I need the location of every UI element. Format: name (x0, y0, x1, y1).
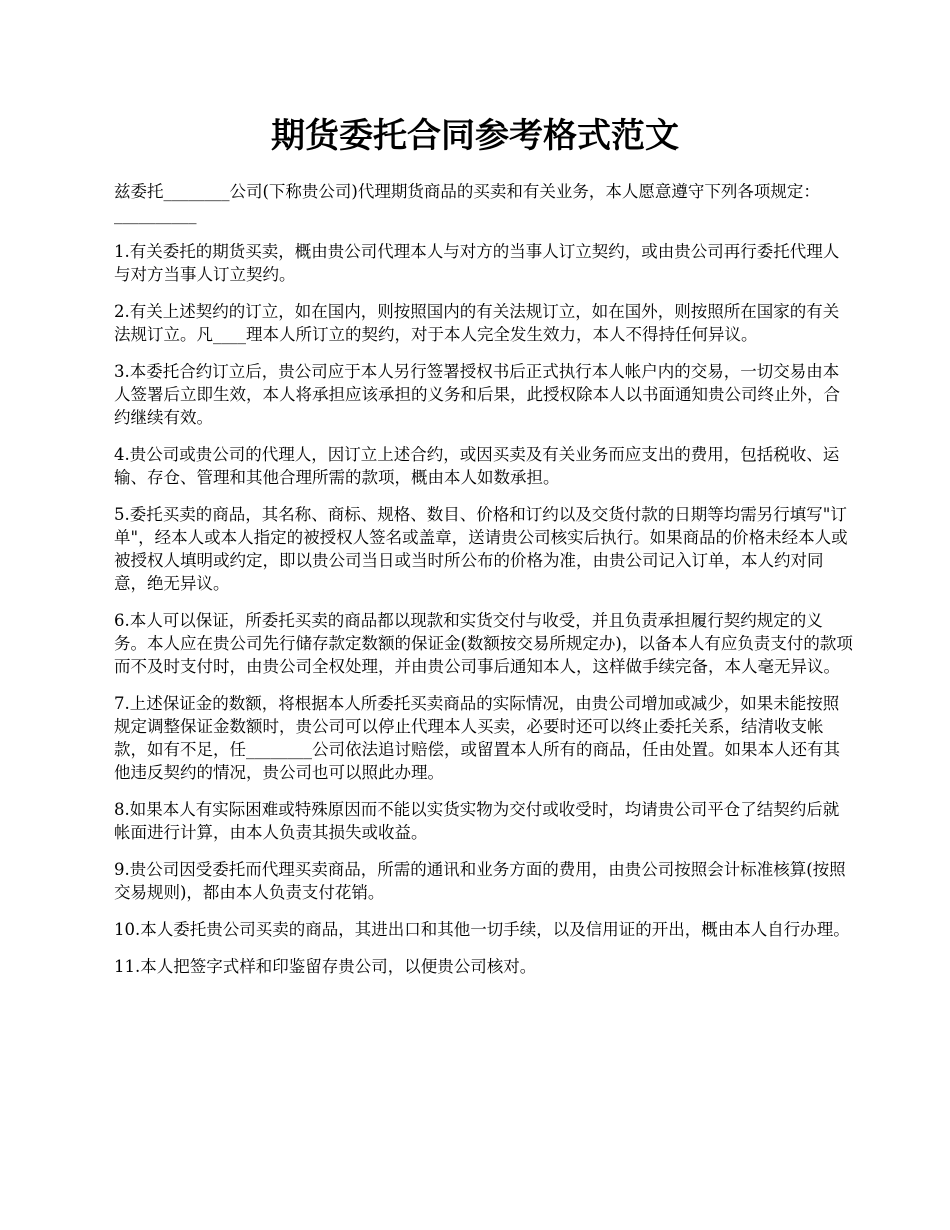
document-title: 期货委托合同参考格式范文 (271, 116, 679, 156)
paragraph-clause-11: 11.本人把签字式样和印鉴留存贵公司，以便贵公司核对。 (114, 957, 537, 976)
paragraph-intro: 兹委托________公司(下称贵公司)代理期货商品的买卖和有关业务，本人愿意遵守下列各项规定：__________ (114, 182, 820, 224)
paragraph-clause-1: 1.有关委托的期货买卖，概由贵公司代理本人与对方的当事人订立契约，或由贵公司再行委托代理人与对方当事人订立契约。 (114, 242, 840, 284)
paragraph-clause-10: 10.本人委托贵公司买卖的商品，其进出口和其他一切手续，以及信用证的开出，概由本人自行办理。 (114, 920, 850, 939)
paragraph-clause-7: 7.上述保证金的数额，将根据本人所委托买卖商品的实际情况，由贵公司增加或减少，如果未能按照规定调整保证金数额时，贵公司可以停止代理本人买卖，必要时还可以终止委托关系，结清收支帐款，如有不足，任________公司依法追讨赔偿，或留置本人所有的商品，任由处置。如果本人还有其他违反契约的情况，贵公司也可以照此办理。 (114, 694, 840, 782)
paragraph-clause-3: 3.本委托合约订立后，贵公司应于本人另行签署授权书后正式执行本人帐户内的交易，一切交易由本人签署后立即生效，本人将承担应该承担的义务和后果，此授权除本人以书面通知贵公司终止外，合约继续有效。 (114, 362, 840, 427)
paragraph-clause-8: 8.如果本人有实际困难或特殊原因而不能以实货实物为交付或收受时，均请贵公司平仓了结契约后就帐面进行计算，由本人负责其损失或收益。 (114, 800, 840, 842)
paragraph-clause-5: 5.委托买卖的商品，其名称、商标、规格、数目、价格和订约以及交货付款的日期等均需另行填写"订单"，经本人或本人指定的被授权人签名或盖章，送请贵公司核实后执行。如果商品的价格未经本人或被授权人填明或约定，即以贵公司当日或当时所公布的价格为准，由贵公司记入订单，本人约对同意，绝无异议。 (114, 505, 848, 593)
paragraph-clause-2: 2.有关上述契约的订立，如在国内，则按照国内的有关法规订立，如在国外，则按照所在国家的有关法规订立。凡____理本人所订立的契约，对于本人完全发生效力，本人不得持任何异议。 (114, 302, 840, 344)
document-body (114, 180, 854, 992)
paragraph-clause-9: 9.贵公司因受委托而代理买卖商品，所需的通讯和业务方面的费用，由贵公司按照会计标准核算(按照交易规则)，都由本人负责支付花销。 (114, 860, 846, 902)
paragraph-clause-4: 4.贵公司或贵公司的代理人，因订立上述合约，或因买卖及有关业务而应支出的费用，包括税收、运输、存仓、管理和其他合理所需的款项，概由本人如数承担。 (114, 445, 840, 487)
paragraph-clause-6: 6.本人可以保证，所委托买卖的商品都以现款和实货交付与收受，并且负责承担履行契约规定的义务。本人应在贵公司先行储存款定数额的保证金(数额按交易所规定办)，以备本人有应负责支付的款项而不及时支付时，由贵公司全权处理，并由贵公司事后通知本人，这样做手续完备，本人毫无异议。 (114, 611, 853, 676)
